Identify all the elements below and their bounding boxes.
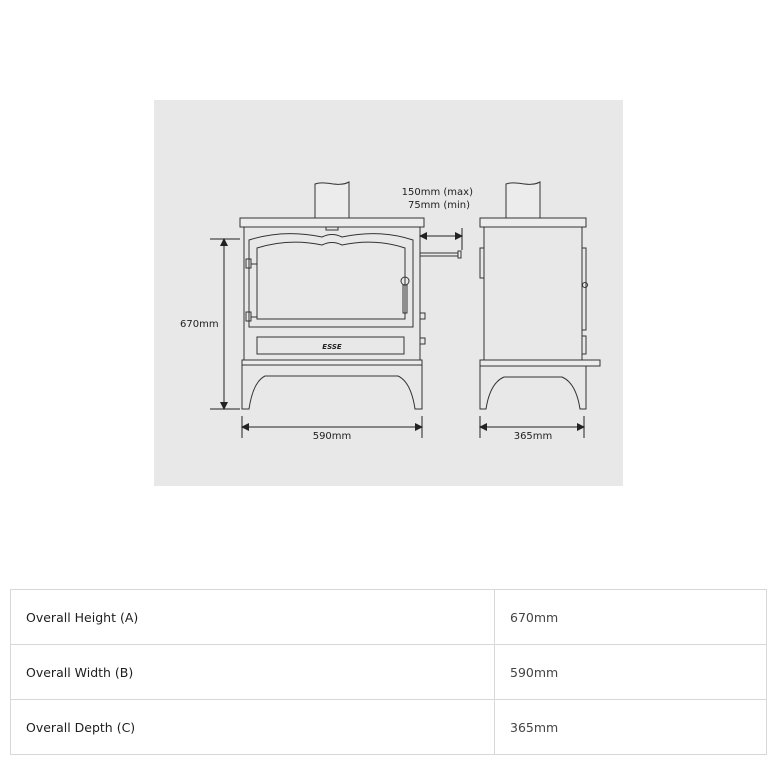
front-view — [240, 182, 461, 409]
spec-value: 670mm — [495, 590, 767, 645]
brand-logo: ESSE — [322, 343, 342, 351]
spec-label: Overall Depth (C) — [11, 700, 495, 755]
table-row — [11, 700, 767, 755]
height-label: 670mm — [180, 319, 219, 330]
spec-value: 590mm — [495, 645, 767, 700]
flue-offset-dimension — [420, 228, 462, 250]
spec-label: Overall Width (B) — [11, 645, 495, 700]
dimensions-table — [10, 589, 767, 755]
side-view — [480, 182, 600, 409]
width-label: 590mm — [312, 431, 352, 442]
flue-max-label: 150mm (max) — [401, 187, 473, 198]
spec-label: Overall Height (A) — [11, 590, 495, 645]
table-row — [11, 645, 767, 700]
stove-dimension-diagram — [154, 100, 623, 486]
table-row — [11, 590, 767, 645]
spec-value: 365mm — [495, 700, 767, 755]
flue-min-label: 75mm (min) — [407, 200, 470, 211]
depth-label: 365mm — [513, 431, 553, 442]
